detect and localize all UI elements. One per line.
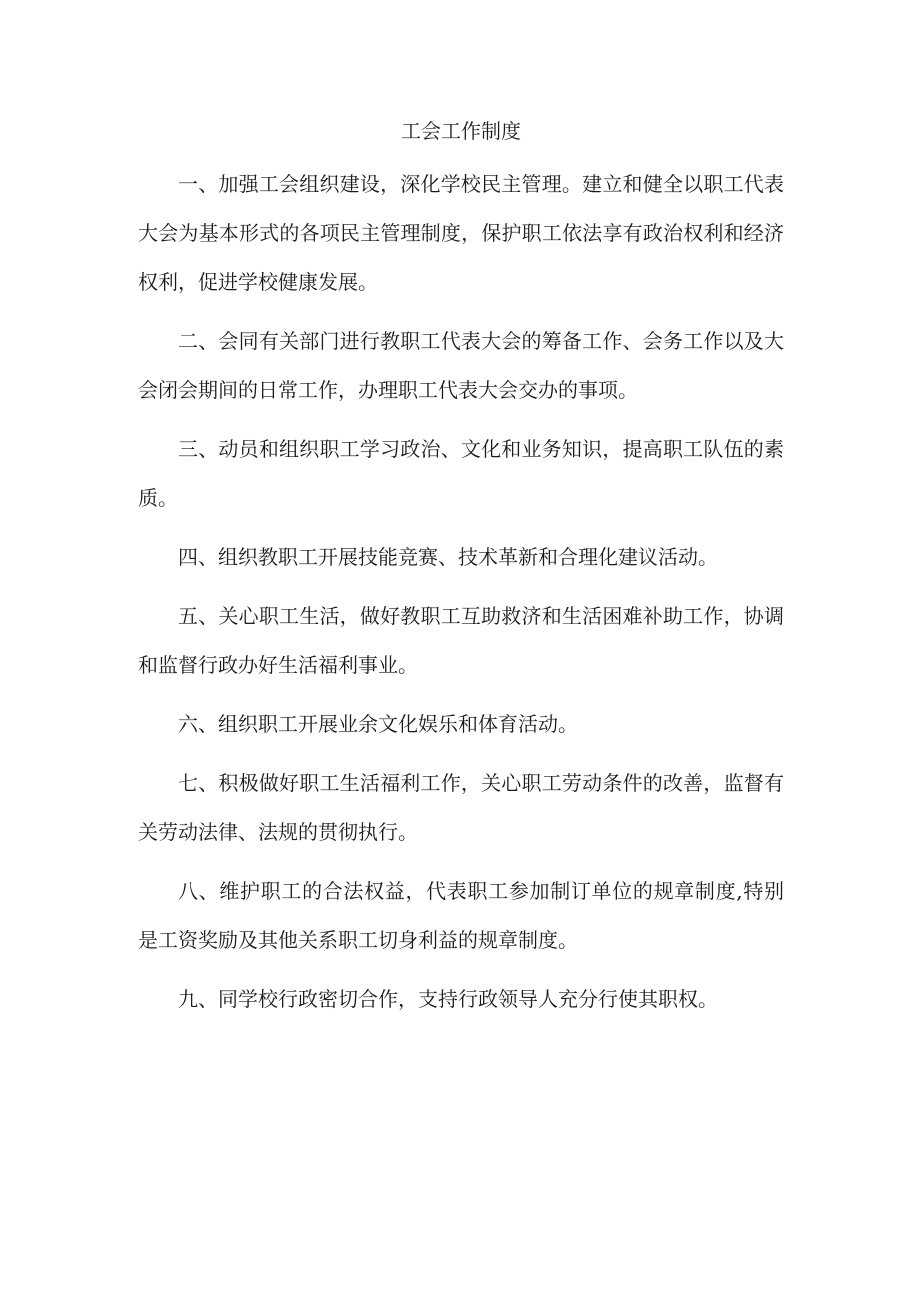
clause-2: 二、会同有关部门进行教职工代表大会的筹备工作、会务工作以及大会闭会期间的日常工作，办理职工代表大会交办的事项。 xyxy=(138,329,784,402)
document-title: 工会工作制度 xyxy=(401,119,521,143)
clause-6: 六、组织职工开展业余文化娱乐和体育活动。 xyxy=(178,712,578,736)
clause-3: 三、动员和组织职工学习政治、文化和业务知识，提高职工队伍的素质。 xyxy=(138,437,784,510)
clause-8: 八、维护职工的合法权益，代表职工参加制订单位的规章制度,特别是工资奖励及其他关系职工切身利益的规章制度。 xyxy=(138,879,784,952)
clause-1: 一、加强工会组织建设，深化学校民主管理。建立和健全以职工代表大会为基本形式的各项民主管理制度，保护职工依法享有政治权利和经济权利，促进学校健康发展。 xyxy=(138,172,784,294)
clause-5: 五、关心职工生活，做好教职工互助救济和生活困难补助工作，协调和监督行政办好生活福利事业。 xyxy=(138,604,784,677)
clause-9: 九、同学校行政密切合作，支持行政领导人充分行使其职权。 xyxy=(178,987,718,1011)
clause-7: 七、积极做好职工生活福利工作，关心职工劳动条件的改善，监督有关劳动法律、法规的贯彻执行。 xyxy=(138,771,784,844)
document-body xyxy=(138,112,784,1034)
clause-4: 四、组织教职工开展技能竞赛、技术革新和合理化建议活动。 xyxy=(178,545,718,569)
